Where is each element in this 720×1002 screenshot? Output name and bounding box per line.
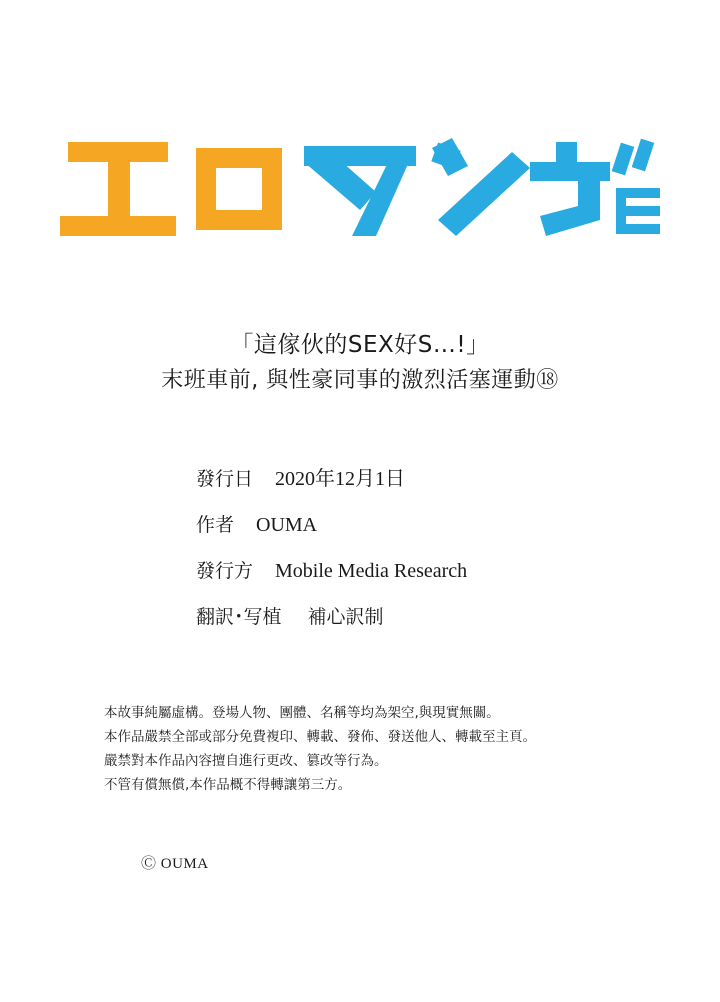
meta-row-author xyxy=(0,510,720,537)
disclaimer-line-1: 本故事純屬虛構。登場人物、團體、名稱等均為架空,與現實無關。 xyxy=(104,705,500,721)
meta-row-publisher xyxy=(0,556,720,583)
eromangatou-logo-icon xyxy=(60,132,660,247)
meta-label-author: 作者 xyxy=(196,514,235,536)
copyright-notice: Ⓒ OUMA xyxy=(141,856,209,872)
meta-value-publisher: Mobile Media Research xyxy=(275,560,468,582)
meta-value-translation: 補心訳制 xyxy=(307,606,384,628)
disclaimer-line-4: 不管有償無償,本作品概不得轉讓第三方。 xyxy=(104,777,352,793)
meta-value-release-date: 2020年12月1日 xyxy=(275,468,406,490)
meta-label-publisher: 發行方 xyxy=(196,560,254,582)
meta-value-author: OUMA xyxy=(256,514,318,536)
title-line-1: 「這傢伙的SEX好S…!」 xyxy=(230,332,490,358)
title-line-2: 末班車前, 與性豪同事的激烈活塞運動⑱ xyxy=(161,368,559,393)
publication-meta xyxy=(0,462,720,648)
meta-label-release-date: 發行日 xyxy=(196,468,254,490)
page-title xyxy=(0,328,720,398)
disclaimer-line-2: 本作品嚴禁全部或部分免費複印、轉載、發佈、發送他人、轉載至主頁。 xyxy=(104,729,536,745)
site-logo xyxy=(0,132,720,252)
meta-row-release-date xyxy=(0,462,720,491)
meta-row-translation xyxy=(0,602,720,629)
disclaimer-line-3: 嚴禁對本作品內容擅自進行更改、篡改等行為。 xyxy=(104,753,388,769)
meta-label-translation: 翻訳･写植 xyxy=(196,606,282,628)
disclaimer-block xyxy=(104,703,644,799)
